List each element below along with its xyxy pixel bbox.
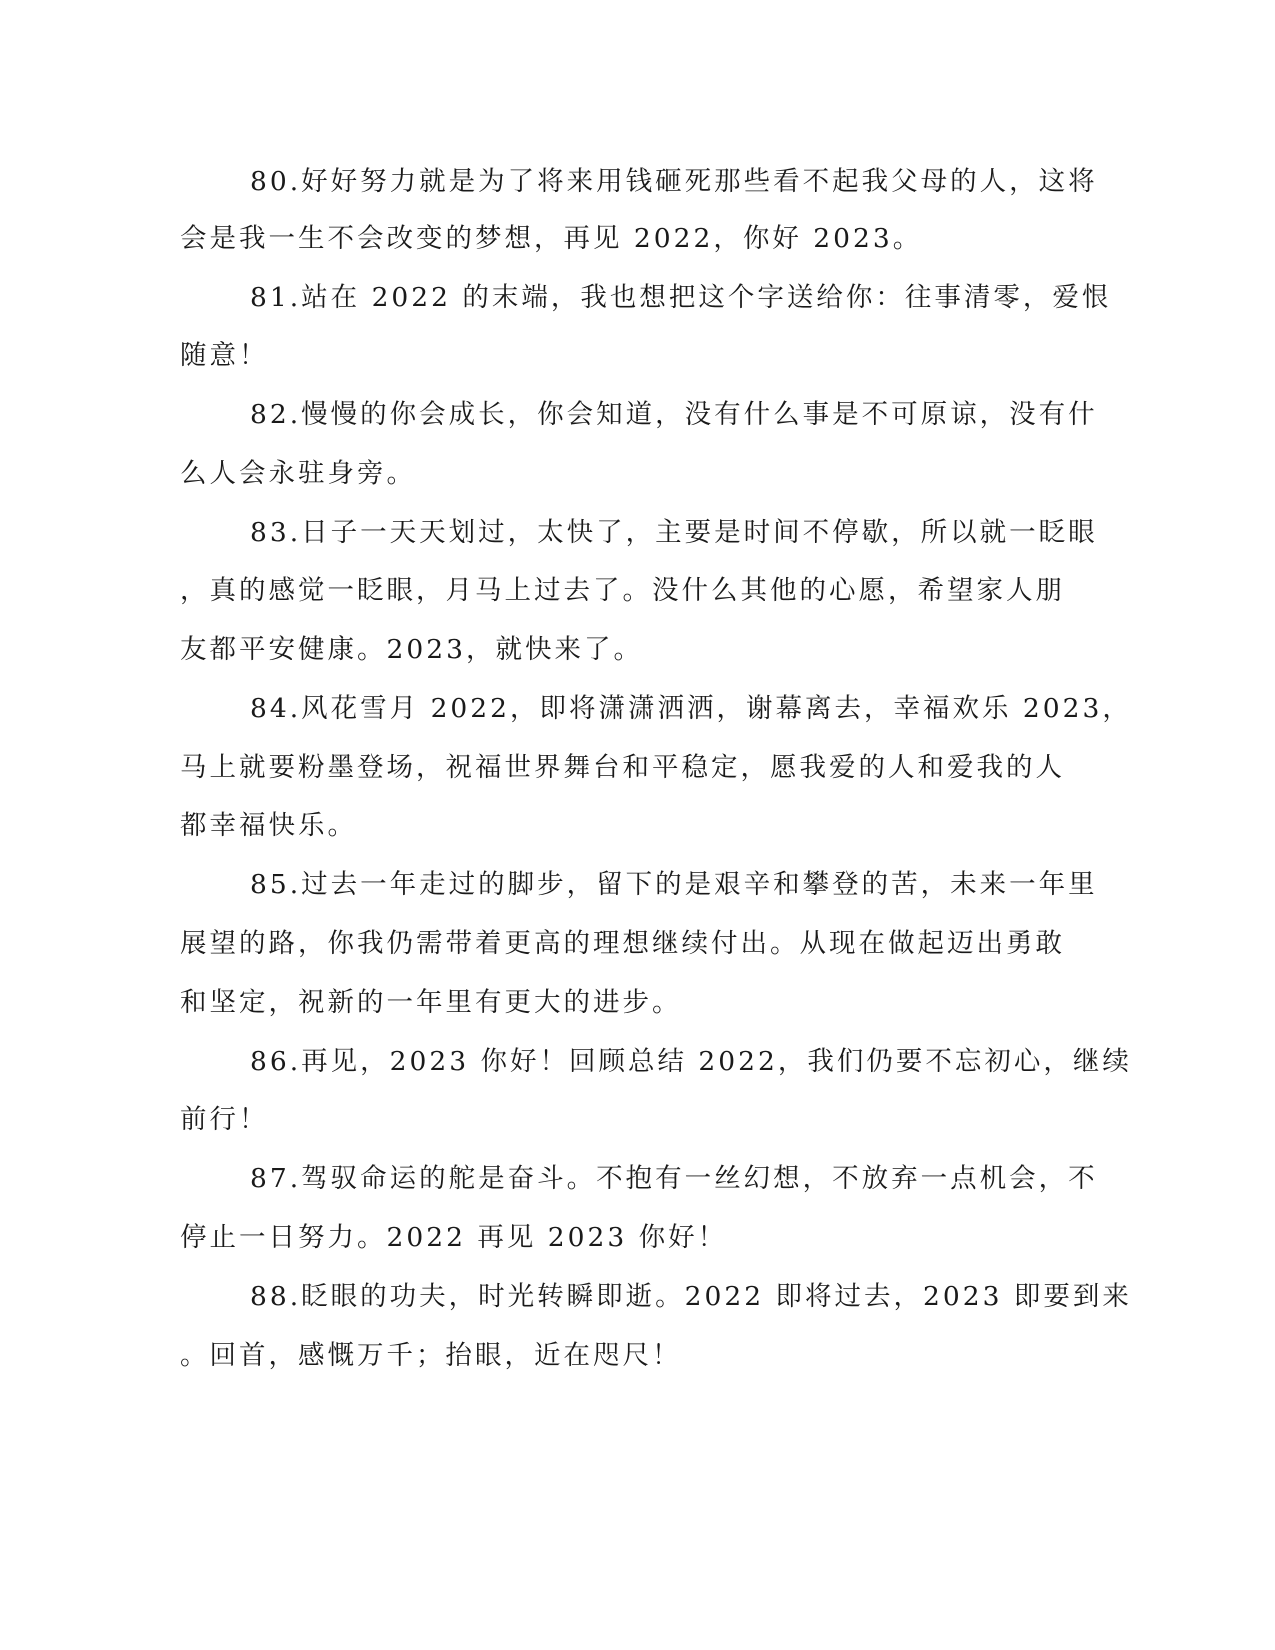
paragraph-87-line-1 xyxy=(0,1159,1275,1199)
paragraph-82-line-1 xyxy=(0,395,1275,435)
text-line: 随意！ xyxy=(180,340,269,371)
text-line: 么人会永驻身旁。 xyxy=(180,458,416,489)
paragraph-85-line-3 xyxy=(0,983,1275,1023)
text-line: 86.再见，2023 你好！回顾总结 2022，我们仍要不忘初心，继续 xyxy=(250,1046,1132,1077)
paragraph-88-line-2 xyxy=(0,1336,1275,1376)
paragraph-80-line-1 xyxy=(0,162,1275,202)
text-line: ，真的感觉一眨眼，月马上过去了。没什么其他的心愿，希望家人朋 xyxy=(180,575,1065,606)
text-line: 。回首，感慨万千；抬眼，近在咫尺！ xyxy=(180,1340,682,1371)
text-line: 都幸福快乐。 xyxy=(180,810,357,841)
paragraph-86-line-1 xyxy=(0,1042,1275,1082)
paragraph-85-line-1 xyxy=(0,865,1275,905)
text-line: 停止一日努力。2022 再见 2023 你好！ xyxy=(180,1222,728,1253)
text-line: 会是我一生不会改变的梦想，再见 2022，你好 2023。 xyxy=(180,223,923,254)
text-line: 友都平安健康。2023，就快来了。 xyxy=(180,634,643,665)
text-line: 马上就要粉墨登场，祝福世界舞台和平稳定，愿我爱的人和爱我的人 xyxy=(180,752,1065,783)
text-line: 和坚定，祝新的一年里有更大的进步。 xyxy=(180,987,682,1018)
text-line: 前行！ xyxy=(180,1104,269,1135)
text-line: 81.站在 2022 的末端，我也想把这个字送给你：往事清零，爱恨 xyxy=(250,282,1112,313)
text-line: 85.过去一年走过的脚步，留下的是艰辛和攀登的苦，未来一年里 xyxy=(250,869,1098,900)
paragraph-81-line-2 xyxy=(0,336,1275,376)
paragraph-83-line-1 xyxy=(0,513,1275,553)
paragraph-86-line-2 xyxy=(0,1100,1275,1140)
paragraph-80-line-2 xyxy=(0,219,1275,259)
paragraph-87-line-2 xyxy=(0,1218,1275,1258)
paragraph-83-line-2 xyxy=(0,571,1275,611)
paragraph-84-line-2 xyxy=(0,748,1275,788)
paragraph-88-line-1 xyxy=(0,1277,1275,1317)
paragraph-83-line-3 xyxy=(0,630,1275,670)
text-line: 80.好好努力就是为了将来用钱砸死那些看不起我父母的人，这将 xyxy=(250,166,1098,197)
paragraph-84-line-1 xyxy=(0,689,1275,729)
text-line: 83.日子一天天划过，太快了，主要是时间不停歇，所以就一眨眼 xyxy=(250,517,1098,548)
text-line: 87.驾驭命运的舵是奋斗。不抱有一丝幻想，不放弃一点机会，不 xyxy=(250,1163,1098,1194)
paragraph-84-line-3 xyxy=(0,806,1275,846)
paragraph-82-line-2 xyxy=(0,454,1275,494)
text-line: 展望的路，你我仍需带着更高的理想继续付出。从现在做起迈出勇敢 xyxy=(180,928,1065,959)
paragraph-81-line-1 xyxy=(0,278,1275,318)
text-line: 88.眨眼的功夫，时光转瞬即逝。2022 即将过去，2023 即要到来 xyxy=(250,1281,1132,1312)
paragraph-85-line-2 xyxy=(0,924,1275,964)
text-line: 84.风花雪月 2022，即将潇潇洒洒，谢幕离去，幸福欢乐 2023， xyxy=(250,693,1132,724)
text-line: 82.慢慢的你会成长，你会知道，没有什么事是不可原谅，没有什 xyxy=(250,399,1098,430)
